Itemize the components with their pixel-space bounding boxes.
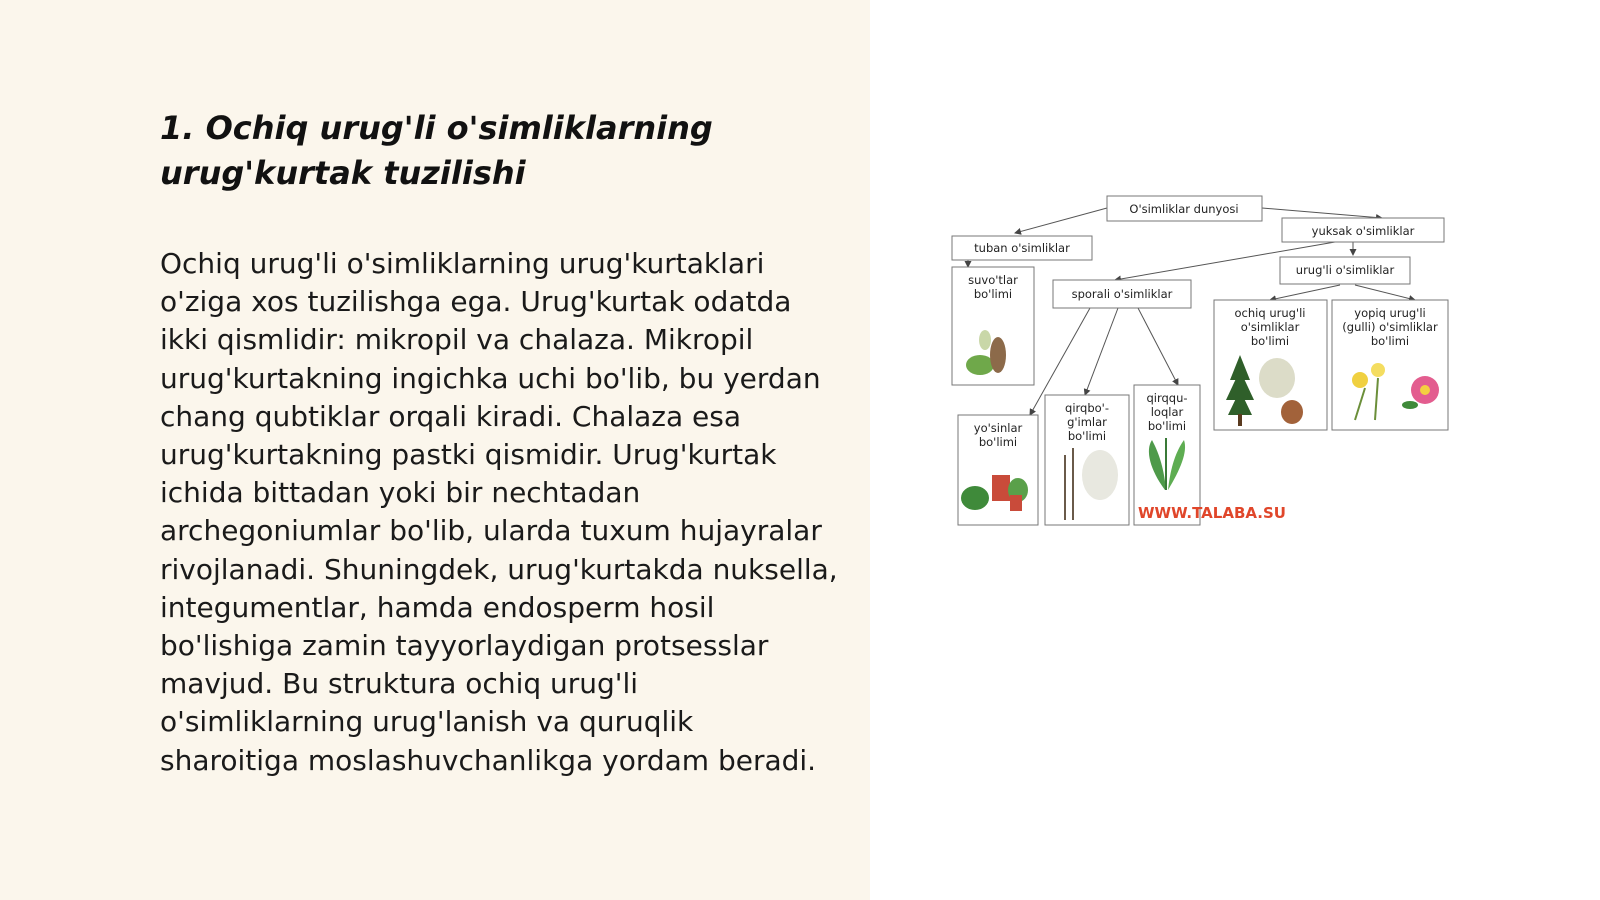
slide-body-text: Ochiq urug'li o'simliklarning urug'kurtaklari o'ziga xos tuzilishga ega. Urug'kurtak odatda ikki qismlidir: mikropil va chalaza. Mikropil urug'kurtakning ingichka uchi bo'lib, bu yerdan chang qubtiklar orqali kiradi. Chalaza esa urug'kurtakning pastki qismidir. Urug'kurtak ichida bittadan yoki bir nechtadan archegoniumlar bo'lib, ularda tuxum hujayralar rivojlanadi. Shuningdek, urug'kurtakda nuksella, integumentlar, hamda endosperm hosil bo'lishiga zamin tayyorlaydigan protsesslar mavjud. Bu struktura ochiq urug'li o'simliklarning urug'lanish va quruqlik sharoitiga moslashuvchanlikga yordam beradi. [160, 247, 838, 777]
horsetails-label-line1: qirqbo'- [1065, 401, 1109, 415]
root-label: O'simliklar dunyosi [1129, 202, 1239, 216]
seed-plants-label: urug'li o'simliklar [1295, 263, 1395, 277]
horsetails-label-line2: g'imlar [1067, 415, 1107, 429]
ferns-label-line3: bo'limi [1147, 419, 1187, 433]
angiosperms-label-line2: (gulli) o'simliklar [1342, 320, 1438, 334]
mosses-label-line2: bo'limi [978, 435, 1018, 449]
gymnosperms-label-line1: ochiq urug'li [1234, 306, 1306, 320]
slide-title: 1. Ochiq urug'li o'simliklarning urug'kurtak tuzilishi [160, 109, 713, 192]
angiosperms-label-line1: yopiq urug'li [1354, 306, 1426, 320]
horsetails-label-line3: bo'limi [1067, 429, 1107, 443]
algae-label-line1: suvo'tlar [968, 273, 1018, 287]
ferns-label-line2: loqlar [1150, 405, 1184, 419]
angiosperms-label-line3: bo'limi [1370, 334, 1410, 348]
spore-plants-label: sporali o'simliklar [1071, 287, 1173, 301]
higher-plants-label: yuksak o'simliklar [1311, 224, 1415, 238]
gymnosperms-label-line3: bo'limi [1250, 334, 1290, 348]
gymnosperms-label-line2: o'simliklar [1240, 320, 1300, 334]
ferns-label-line1: qirqqu- [1146, 391, 1188, 405]
lower-plants-label: tuban o'simliklar [974, 241, 1070, 255]
mosses-label-line1: yo'sinlar [973, 421, 1023, 435]
plant-kingdom-diagram [940, 190, 1460, 540]
algae-label-line2: bo'limi [973, 287, 1013, 301]
watermark-text: WWW.TALABA.SU [1138, 504, 1286, 522]
